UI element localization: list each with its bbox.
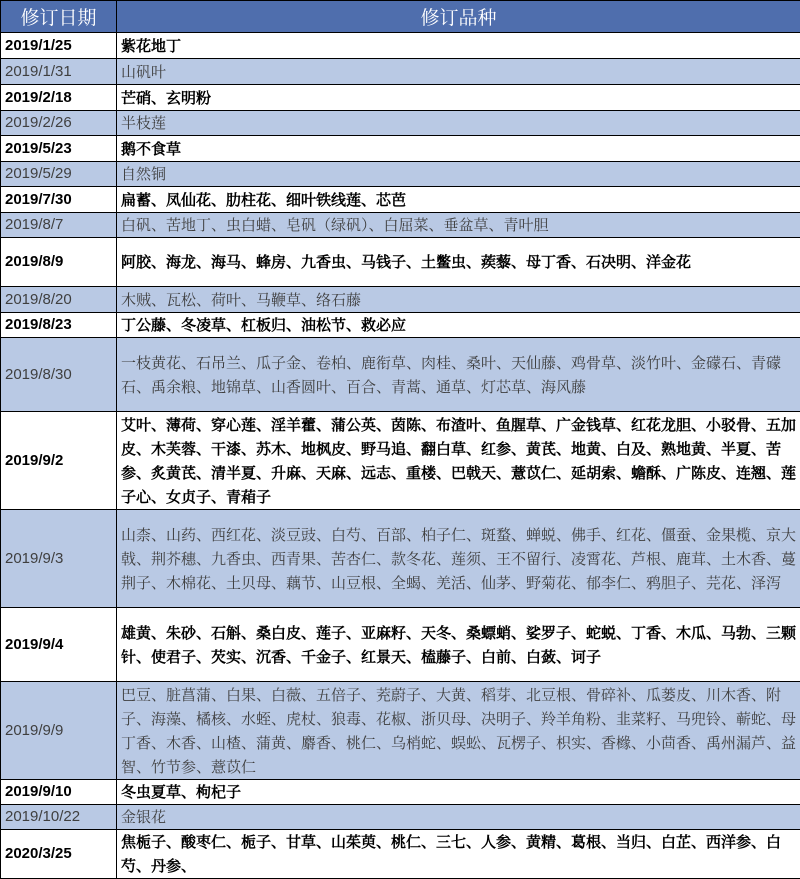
table-row [1,608,800,682]
revision-date: 2019/9/10 [1,780,117,805]
items-column-header: 修订品种 [117,1,800,33]
table-row [1,830,800,879]
revision-items: 冬虫夏草、枸杞子 [117,780,800,805]
table-row [1,510,800,608]
table-row [1,780,800,805]
revision-items: 山矾叶 [117,59,800,85]
revision-items: 金银花 [117,805,800,830]
revision-date: 2019/9/2 [1,412,117,510]
table-row [1,412,800,510]
header-row [1,1,800,33]
table-row [1,238,800,287]
revision-date: 2019/9/4 [1,608,117,682]
revision-items: 半枝莲 [117,111,800,136]
revision-date: 2019/8/20 [1,287,117,313]
revision-items: 芒硝、玄明粉 [117,85,800,111]
revision-items: 巴豆、脏菖蒲、白果、白薇、五倍子、茺蔚子、大黄、稻芽、北豆根、骨碎补、瓜蒌皮、川木香、附子、海藻、橘核、水蛭、虎杖、狼毒、花椒、浙贝母、决明子、羚羊角粉、韭菜籽、马兜铃、蕲蛇、母丁香、木香、山楂、蒲黄、麝香、桃仁、乌梢蛇、蜈蚣、瓦楞子、枳实、香橼、小茴香、禹州漏芦、益智、竹节参、薏苡仁 [117,682,800,780]
table-row [1,805,800,830]
revision-items: 焦栀子、酸枣仁、栀子、甘草、山茱萸、桃仁、三七、人参、黄精、葛根、当归、白芷、西洋参、白芍、丹参、 [117,830,800,879]
revision-items: 紫花地丁 [117,33,800,59]
revision-date: 2020/3/25 [1,830,117,879]
revision-date: 2019/5/29 [1,162,117,187]
table-row [1,33,800,59]
revision-items: 山柰、山药、西红花、淡豆豉、白芍、百部、柏子仁、斑蝥、蝉蜕、佛手、红花、僵蚕、金果榄、京大戟、荆芥穗、九香虫、西青果、苦杏仁、款冬花、莲须、王不留行、凌霄花、芦根、鹿茸、土木香、蔓荆子、木棉花、土贝母、藕节、山豆根、全蝎、羌活、仙茅、野菊花、郁李仁、鸦胆子、芫花、泽泻 [117,510,800,608]
table-row [1,59,800,85]
revision-date: 2019/10/22 [1,805,117,830]
revision-items: 雄黄、朱砂、石斛、桑白皮、莲子、亚麻籽、天冬、桑螵蛸、娑罗子、蛇蜕、丁香、木瓜、马勃、三颗针、使君子、芡实、沉香、千金子、红景天、榼藤子、白前、白蔹、诃子 [117,608,800,682]
revision-date: 2019/7/30 [1,187,117,213]
revision-date: 2019/9/3 [1,510,117,608]
table-row [1,287,800,313]
revision-date: 2019/1/25 [1,33,117,59]
revision-date: 2019/8/23 [1,313,117,338]
table-row [1,338,800,412]
date-column-header: 修订日期 [1,1,117,33]
table-row [1,136,800,162]
revision-date: 2019/8/30 [1,338,117,412]
table-row [1,313,800,338]
revision-items: 丁公藤、冬凌草、杠板归、油松节、救必应 [117,313,800,338]
revision-items: 鹅不食草 [117,136,800,162]
table-row [1,111,800,136]
table-row [1,187,800,213]
revision-date: 2019/8/7 [1,213,117,238]
table-row [1,682,800,780]
revision-date: 2019/2/26 [1,111,117,136]
revision-items: 白矾、苦地丁、虫白蜡、皂矾（绿矾）、白屈菜、垂盆草、青叶胆 [117,213,800,238]
revision-items: 一枝黄花、石吊兰、瓜子金、卷柏、鹿衔草、肉桂、桑叶、天仙藤、鸡骨草、淡竹叶、金礞石、青礞石、禹余粮、地锦草、山香圆叶、百合、青蒿、通草、灯芯草、海风藤 [117,338,800,412]
revision-items: 扁蓄、凤仙花、肋柱花、细叶铁线莲、芯芭 [117,187,800,213]
revision-date: 2019/1/31 [1,59,117,85]
revision-date: 2019/8/9 [1,238,117,287]
revision-date: 2019/2/18 [1,85,117,111]
revision-date: 2019/9/9 [1,682,117,780]
revision-items: 艾叶、薄荷、穿心莲、淫羊藿、蒲公英、茵陈、布渣叶、鱼腥草、广金钱草、红花龙胆、小驳骨、五加皮、木芙蓉、干漆、苏木、地枫皮、野马追、翻白草、红参、黄芪、地黄、白及、熟地黄、半夏、苦参、炙黄芪、清半夏、升麻、天麻、远志、重楼、巴戟天、薏苡仁、延胡索、蟾酥、广陈皮、连翘、莲子心、女贞子、青葙子 [117,412,800,510]
table-row [1,85,800,111]
revision-items: 自然铜 [117,162,800,187]
revision-date: 2019/5/23 [1,136,117,162]
revision-items: 木贼、瓦松、荷叶、马鞭草、络石藤 [117,287,800,313]
table-row [1,162,800,187]
revision-items: 阿胶、海龙、海马、蜂房、九香虫、马钱子、土鳖虫、蒺藜、母丁香、石决明、洋金花 [117,238,800,287]
table-row [1,213,800,238]
